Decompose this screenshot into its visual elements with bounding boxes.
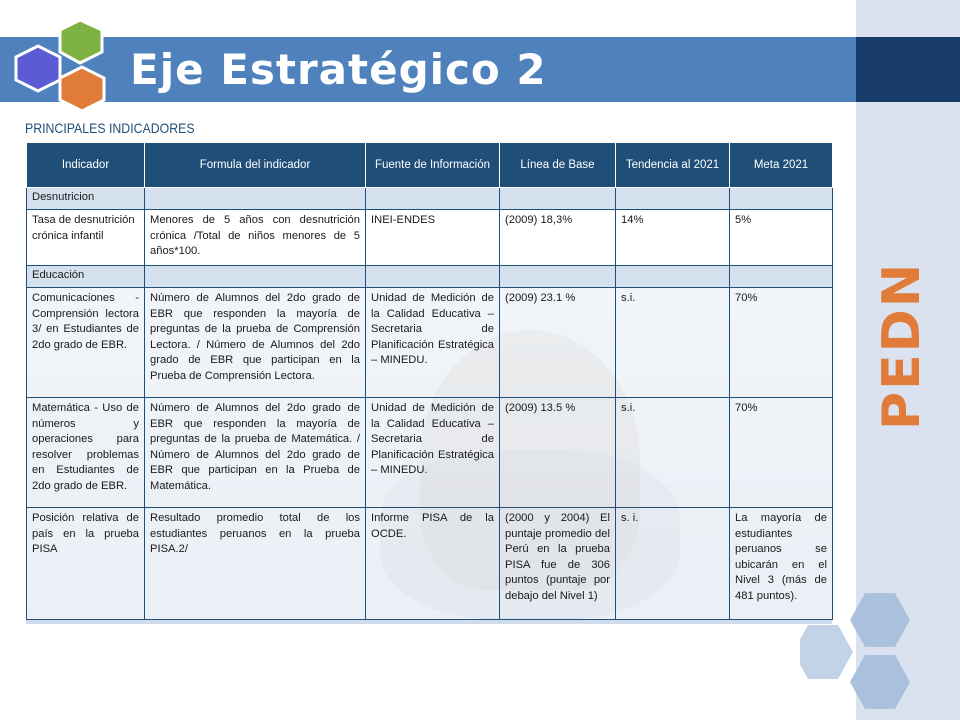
table-header-row bbox=[27, 143, 833, 188]
column-header: Indicador bbox=[27, 143, 145, 188]
side-label-pedn: PEDN bbox=[872, 261, 932, 430]
table-row bbox=[27, 288, 833, 398]
table-row bbox=[27, 398, 833, 508]
indicators-table bbox=[26, 142, 833, 620]
section-row bbox=[27, 188, 833, 210]
linea-base-cell: (2009) 13.5 % bbox=[500, 398, 616, 508]
section-label: Desnutricion bbox=[27, 188, 145, 210]
title-bar-accent bbox=[856, 37, 960, 102]
section-subtitle: PRINCIPALES INDICADORES bbox=[25, 120, 195, 136]
indicador-cell: Posición relativa de país en la prueba PISA bbox=[27, 508, 145, 620]
fuente-cell: Unidad de Medición de la Calidad Educativa – Secretaria de Planificación Estratégica – MINEDU. bbox=[366, 288, 500, 398]
tendencia-cell: s.i. bbox=[616, 398, 730, 508]
fuente-cell: INEI-ENDES bbox=[366, 210, 500, 266]
formula-cell: Número de Alumnos del 2do grado de EBR que responden la mayoría de preguntas de la prueba de Comprensión Lectora. / Número de Alumnos del 2do grado de EBR que participan en la Prueba de Comprensión Lectora. bbox=[145, 288, 366, 398]
tendencia-cell: 14% bbox=[616, 210, 730, 266]
section-row bbox=[27, 266, 833, 288]
meta-cell: 70% bbox=[730, 398, 833, 508]
indicador-cell: Tasa de desnutrición crónica infantil bbox=[27, 210, 145, 266]
table-row bbox=[27, 210, 833, 266]
column-header: Meta 2021 bbox=[730, 143, 833, 188]
tendencia-cell: s.i. bbox=[616, 288, 730, 398]
linea-base-cell: (2000 y 2004) El puntaje promedio del Perú en la prueba PISA fue de 306 puntos (puntaje por debajo del Nivel 1) bbox=[500, 508, 616, 620]
section-label: Educación bbox=[27, 266, 145, 288]
formula-cell: Resultado promedio total de los estudiantes peruanos en la prueba PISA.2/ bbox=[145, 508, 366, 620]
meta-cell: La mayoría de estudiantes peruanos se ubicarán en el Nivel 3 (más de 481 puntos). bbox=[730, 508, 833, 620]
fuente-cell: Informe PISA de la OCDE. bbox=[366, 508, 500, 620]
fuente-cell: Unidad de Medición de la Calidad Educativa – Secretaria de Planificación Estratégica – MINEDU. bbox=[366, 398, 500, 508]
formula-cell: Menores de 5 años con desnutrición crónica /Total de niños menores de 5 años*100. bbox=[145, 210, 366, 266]
column-header: Fuente de Información bbox=[366, 143, 500, 188]
column-header: Formula del indicador bbox=[145, 143, 366, 188]
linea-base-cell: (2009) 18,3% bbox=[500, 210, 616, 266]
meta-cell: 70% bbox=[730, 288, 833, 398]
table-row bbox=[27, 508, 833, 620]
column-header: Línea de Base bbox=[500, 143, 616, 188]
meta-cell: 5% bbox=[730, 210, 833, 266]
hexagon-logo-icon bbox=[10, 20, 120, 120]
indicador-cell: Comunicaciones - Comprensión lectora 3/ en Estudiantes de 2do grado de EBR. bbox=[27, 288, 145, 398]
indicador-cell: Matemática - Uso de números y operaciones para resolver problemas en Estudiantes de 2do grado de EBR. bbox=[27, 398, 145, 508]
tendencia-cell: s. i. bbox=[616, 508, 730, 620]
page-title: Eje Estratégico 2 bbox=[130, 45, 547, 94]
linea-base-cell: (2009) 23.1 % bbox=[500, 288, 616, 398]
formula-cell: Número de Alumnos del 2do grado de EBR que responden la mayoría de preguntas de la prueba de Matemática. / Número de Alumnos del 2do grado de EBR que participan en la Prueba de Matemática. bbox=[145, 398, 366, 508]
column-header: Tendencia al 2021 bbox=[616, 143, 730, 188]
